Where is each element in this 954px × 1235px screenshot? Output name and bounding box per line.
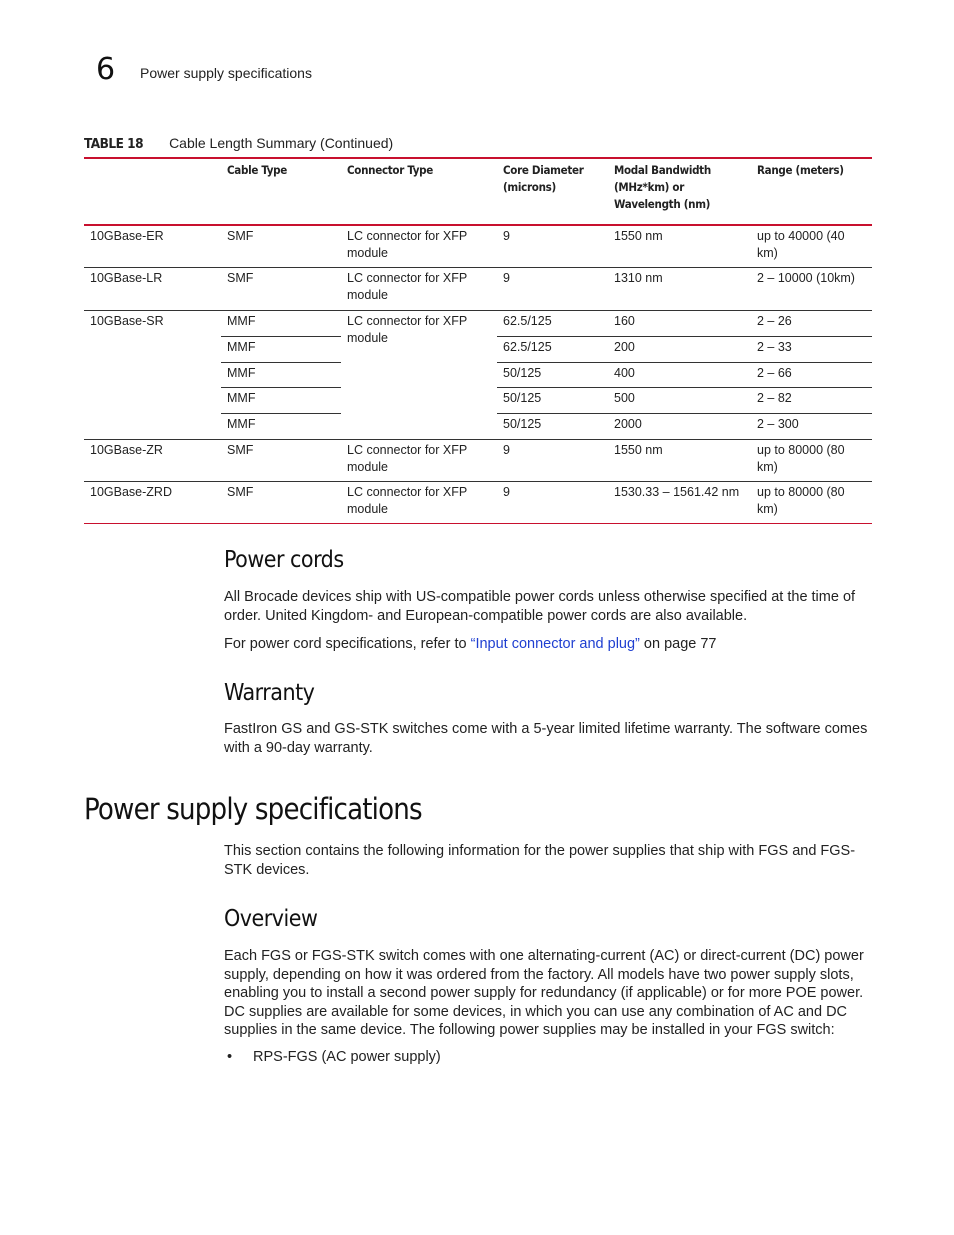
table-row	[84, 481, 872, 523]
cable-length-table	[84, 157, 872, 524]
cell-range: up to 40000 (40 km)	[751, 225, 872, 267]
cell-core: 50/125	[497, 362, 608, 387]
cell-cable: MMF	[221, 413, 341, 439]
table-title: Cable Length Summary (Continued)	[169, 135, 394, 151]
cell-range: up to 80000 (80 km)	[751, 481, 872, 523]
heading-power-cords: Power cords	[224, 547, 344, 573]
reference-suffix: on page 77	[639, 636, 717, 652]
cell-range: up to 80000 (80 km)	[751, 439, 872, 481]
table-row	[84, 267, 872, 310]
column-header-cable-type: Cable Type	[227, 163, 288, 177]
heading-power-supply-specifications: Power supply specifications	[84, 792, 422, 826]
cell-bandwidth: 500	[608, 387, 751, 413]
cell-cable: MMF	[221, 336, 341, 362]
input-connector-link[interactable]: “Input connector and plug”	[470, 636, 640, 652]
overview-paragraph: Each FGS or FGS-STK switch comes with one alternating-current (AC) or direct-current (DC) power supply, depending on how it was ordered from the factory. All models have two power supply slots, enabling you to install a second power supply for redundancy (if applicable) or for more POE power. DC supplies are available for some devices, in which you can use any combination of AC and DC supplies in the same device. The following power supplies may be installed in your FGS switch:	[224, 948, 864, 1038]
cell-bandwidth: 2000	[608, 413, 751, 439]
table-row	[84, 439, 872, 481]
cell-core: 9	[497, 225, 608, 267]
cell-range: 2 – 10000 (10km)	[751, 267, 872, 310]
heading-overview: Overview	[224, 906, 318, 932]
cell-cable: MMF	[221, 310, 341, 336]
cell-name: 10GBase-ZR	[84, 439, 221, 481]
table-caption	[84, 135, 393, 152]
cell-cable: SMF	[221, 225, 341, 267]
column-header-core-diameter: Core Diameter (microns)	[503, 163, 584, 194]
power-cords-paragraph: All Brocade devices ship with US-compatible power cords unless otherwise specified at the time of order. United Kingdom- and European-compatible power cords are also available.	[224, 589, 856, 624]
cell-bandwidth: 1530.33 – 1561.42 nm	[608, 481, 751, 523]
cell-range: 2 – 82	[751, 387, 872, 413]
cell-name: 10GBase-ZRD	[84, 481, 221, 523]
cell-connector: LC connector for XFP module	[341, 267, 497, 310]
cell-bandwidth: 400	[608, 362, 751, 387]
list-item: RPS-FGS (AC power supply)	[253, 1049, 441, 1065]
table-row	[84, 225, 872, 267]
cell-name: 10GBase-SR	[84, 310, 221, 439]
cell-connector: LC connector for XFP module	[341, 310, 497, 439]
cell-name: 10GBase-LR	[84, 267, 221, 310]
cell-range: 2 – 300	[751, 413, 872, 439]
cell-cable: SMF	[221, 439, 341, 481]
cell-connector: LC connector for XFP module	[341, 439, 497, 481]
cell-core: 9	[497, 481, 608, 523]
column-header-modal-bandwidth: Modal Bandwidth (MHz*km) or Wavelength (nm)	[614, 163, 711, 211]
column-header-range: Range (meters)	[757, 163, 844, 177]
heading-warranty: Warranty	[224, 680, 315, 706]
cell-name: 10GBase-ER	[84, 225, 221, 267]
cell-cable: SMF	[221, 481, 341, 523]
chapter-number: 6	[96, 52, 116, 87]
cell-range: 2 – 26	[751, 310, 872, 336]
cell-core: 50/125	[497, 387, 608, 413]
cell-connector: LC connector for XFP module	[341, 481, 497, 523]
cell-bandwidth: 200	[608, 336, 751, 362]
power-cords-reference	[224, 635, 872, 654]
cell-core: 62.5/125	[497, 336, 608, 362]
cell-connector: LC connector for XFP module	[341, 225, 497, 267]
cell-core: 9	[497, 439, 608, 481]
cell-cable: MMF	[221, 362, 341, 387]
power-supply-paragraph: This section contains the following information for the power supplies that ship with FGS and FGS-STK devices.	[224, 843, 856, 878]
bullet-icon: •	[227, 1049, 233, 1065]
cell-bandwidth: 1310 nm	[608, 267, 751, 310]
column-header-name	[84, 158, 221, 225]
cell-range: 2 – 33	[751, 336, 872, 362]
cell-cable: MMF	[221, 387, 341, 413]
cell-bandwidth: 160	[608, 310, 751, 336]
reference-prefix: For power cord specifications, refer to	[224, 636, 471, 652]
table-row	[84, 310, 872, 336]
cell-core: 62.5/125	[497, 310, 608, 336]
table-header-row	[84, 158, 872, 225]
cell-core: 9	[497, 267, 608, 310]
running-title: Power supply specifications	[140, 65, 312, 81]
cell-range: 2 – 66	[751, 362, 872, 387]
table-label: TABLE 18	[84, 136, 144, 152]
warranty-paragraph: FastIron GS and GS-STK switches come with a 5-year limited lifetime warranty. The software comes with a 90-day warranty.	[224, 721, 868, 756]
cell-bandwidth: 1550 nm	[608, 225, 751, 267]
cell-bandwidth: 1550 nm	[608, 439, 751, 481]
column-header-connector-type: Connector Type	[347, 163, 434, 177]
cell-core: 50/125	[497, 413, 608, 439]
cell-cable: SMF	[221, 267, 341, 310]
